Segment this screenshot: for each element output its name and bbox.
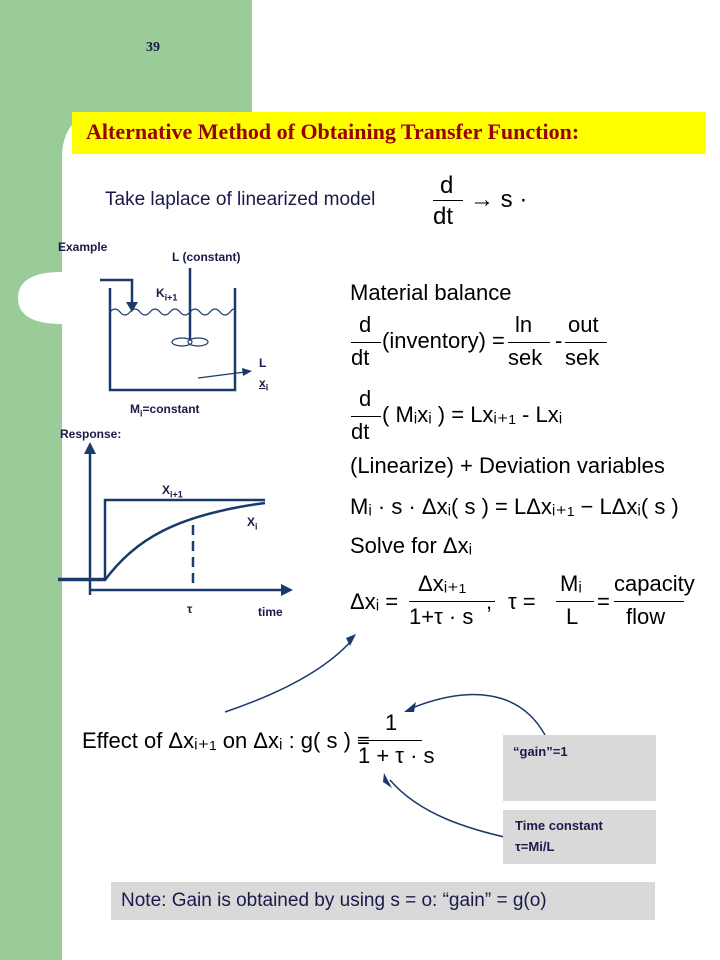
page-number: 39 [146, 40, 160, 55]
eq4-den: 1+τ · s [409, 604, 474, 629]
eq1-dt: dt [351, 345, 370, 370]
arrow-from-effect [225, 640, 352, 712]
arrow-to-numerator [412, 695, 545, 735]
tau-label: τ [187, 602, 193, 616]
eq4-comma: , [486, 589, 493, 614]
eq4-lhs: Δxᵢ = [350, 589, 399, 614]
eq1-sek: sek [508, 345, 543, 370]
eq2-d: d [359, 386, 372, 411]
linearize-heading: (Linearize) + Deviation variables [350, 453, 665, 478]
gain-callout-text: “gain”=1 [513, 744, 568, 759]
slide-title: Alternative Method of Obtaining Transfer Function: [86, 119, 580, 144]
effect-num: 1 [385, 710, 398, 735]
eq4-den2: L [566, 604, 579, 629]
m-constant-label: $M_i=constant$ [130, 402, 200, 419]
eq4-num3: capacity [614, 571, 695, 596]
x-upper-label: $X_{i+1}$ [162, 483, 183, 500]
eq4-num: Δxᵢ₊₁ [418, 571, 467, 596]
l-constant-label: L (constant) [172, 250, 241, 264]
eq4-den3: flow [626, 604, 666, 629]
arrow-to-denominator [390, 780, 518, 840]
time-constant-line1: Time constant [515, 818, 603, 833]
note-text: Note: Gain is obtained by using s = o: “gain” = g(o) [121, 890, 547, 911]
header-dt: dt [433, 203, 454, 230]
arrowhead-to-numerator [404, 702, 416, 712]
eq2-body: ( Mᵢxᵢ ) = Lxᵢ₊₁ - Lxᵢ [382, 402, 563, 427]
k-label: $K_{i+1}$ [156, 286, 178, 303]
response-label: Response: [60, 427, 122, 441]
effect-den: 1 + τ · s [358, 743, 435, 768]
time-label: time [258, 605, 283, 619]
eq1-in: ln [515, 312, 533, 337]
subtitle: Take laplace of linearized model [105, 189, 376, 210]
x-lower-label: $X_i$ [247, 515, 258, 532]
eq1-minus: - [555, 328, 563, 353]
solve-for-heading: Solve for Δxᵢ [350, 533, 473, 558]
eq4-tau: τ = [508, 589, 536, 614]
x-out-label: $x_i$ [259, 376, 269, 393]
eq2-dt: dt [351, 419, 370, 444]
l-out-label: L [259, 356, 267, 370]
eq1-body: (inventory) = [382, 328, 505, 353]
eq3: Mᵢ · s · Δxᵢ( s ) = LΔxᵢ₊₁ − LΔxᵢ( s ) [350, 494, 679, 519]
eq1-out: out [568, 312, 599, 337]
eq4-num2: Mᵢ [560, 571, 582, 596]
time-constant-line2: τ=Mi/L [515, 839, 555, 854]
eq1-d: d [359, 312, 372, 337]
example-label: Example [58, 240, 108, 254]
eq4-eq: = [597, 589, 610, 614]
material-balance-heading: Material balance [350, 280, 512, 305]
effect-equation: Effect of Δxᵢ₊₁ on Δxᵢ : g( s ) = [82, 728, 370, 753]
eq1-sek2: sek [565, 345, 600, 370]
header-d: d [440, 172, 454, 199]
header-arrow-s: → s · [470, 186, 528, 213]
